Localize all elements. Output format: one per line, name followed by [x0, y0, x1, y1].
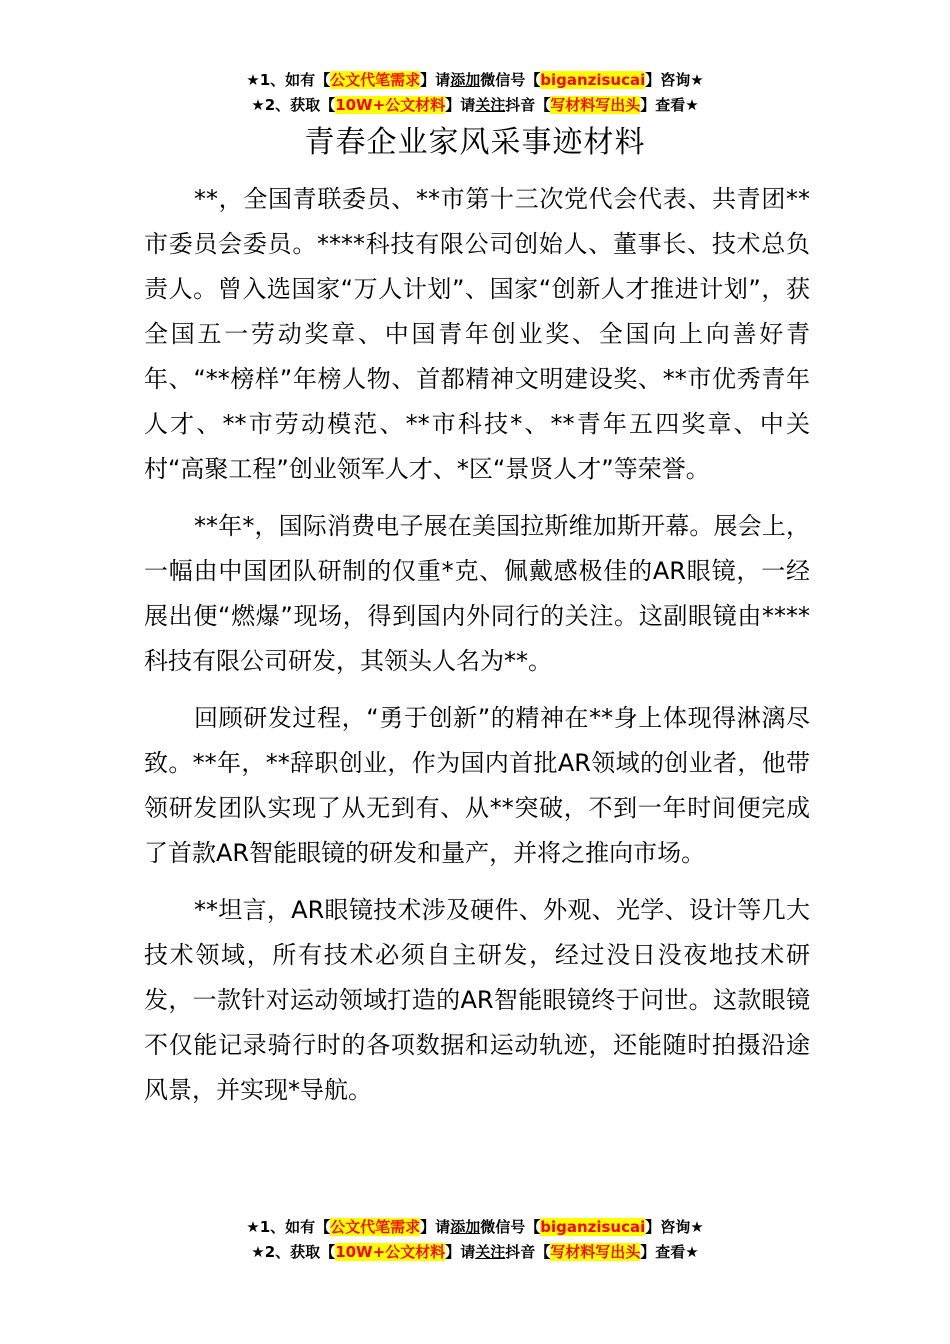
paragraph: **年*，国际消费电子展在美国拉斯维加斯开幕。展会上，一幅由中国团队研制的仅重*克、佩戴感极佳的AR眼镜，一经展出便“燃爆”现场，得到国内外同行的关注。这副眼镜由****科技有限公司研发，其领头人名为**。 [144, 512, 810, 675]
paragraph: 回顾研发过程，“勇于创新”的精神在**身上体现得淋漓尽致。**年，**辞职创业，作为国内首批AR领域的创业者，他带领研发团队实现了从无到有、从**突破，不到一年时间便完成了首款AR智能眼镜的研发和量产，并将之推向市场。 [144, 704, 810, 867]
banner-highlight: 写材料写出头 [550, 96, 641, 114]
banner-underline: 添加 [450, 1218, 481, 1236]
header-banner [0, 68, 950, 118]
banner-text: ★2、获取【 [251, 1243, 336, 1261]
banner-text: 】请 [420, 1218, 451, 1236]
banner-highlight: 10W+公文材料 [335, 1243, 446, 1261]
banner-highlight: 10W+公文材料 [335, 96, 446, 114]
banner-line-1 [0, 1215, 950, 1240]
banner-text: 】请 [420, 71, 451, 89]
banner-underline: 关注 [475, 96, 506, 114]
banner-line-2 [0, 93, 950, 118]
banner-highlight: 公文代笔需求 [330, 71, 421, 89]
document-title: 青春企业家风采事迹材料 [304, 125, 646, 160]
banner-text: ★1、如有【 [246, 71, 331, 89]
banner-text: ★1、如有【 [246, 1218, 331, 1236]
banner-text: 】请 [445, 96, 476, 114]
banner-text: 抖音【 [505, 96, 551, 114]
banner-text: 】查看★ [640, 1243, 699, 1261]
paragraph: **坦言，AR眼镜技术涉及硬件、外观、光学、设计等几大技术领域，所有技术必须自主研发，经过没日没夜地技术研发，一款针对运动领域打造的AR智能眼镜终于问世。这款眼镜不仅能记录骑行时的各项数据和运动轨迹，还能随时拍摄沿途风景，并实现*导航。 [144, 896, 810, 1104]
banner-text: 】请 [445, 1243, 476, 1261]
banner-text: 微信号【 [480, 1218, 541, 1236]
banner-text: 】咨询★ [645, 71, 704, 89]
banner-underline: 添加 [450, 71, 481, 89]
paragraph: **，全国青联委员、**市第十三次党代会代表、共青团**市委员会委员。****科技有限公司创始人、董事长、技术总负责人。曾入选国家“万人计划”、国家“创新人才推进计划”，获全国五一劳动奖章、中国青年创业奖、全国向上向善好青年、“**榜样”年榜人物、首都精神文明建设奖、**市优秀青年人才、**市劳动模范、**市科技*、**青年五四奖章、中关村“高聚工程”创业领军人才、*区“景贤人才”等荣誉。 [144, 185, 810, 483]
banner-text: 微信号【 [480, 71, 541, 89]
footer-banner [0, 1215, 950, 1265]
banner-highlight: biganzisucai [540, 1218, 646, 1236]
banner-highlight: 写材料写出头 [550, 1243, 641, 1261]
banner-text: 抖音【 [505, 1243, 551, 1261]
banner-highlight: 公文代笔需求 [330, 1218, 421, 1236]
document-body [144, 177, 810, 1125]
banner-highlight: biganzisucai [540, 71, 646, 89]
banner-line-2 [0, 1240, 950, 1265]
banner-text: 】查看★ [640, 96, 699, 114]
banner-text: 】咨询★ [645, 1218, 704, 1236]
banner-text: ★2、获取【 [251, 96, 336, 114]
banner-underline: 关注 [475, 1243, 506, 1261]
banner-line-1 [0, 68, 950, 93]
